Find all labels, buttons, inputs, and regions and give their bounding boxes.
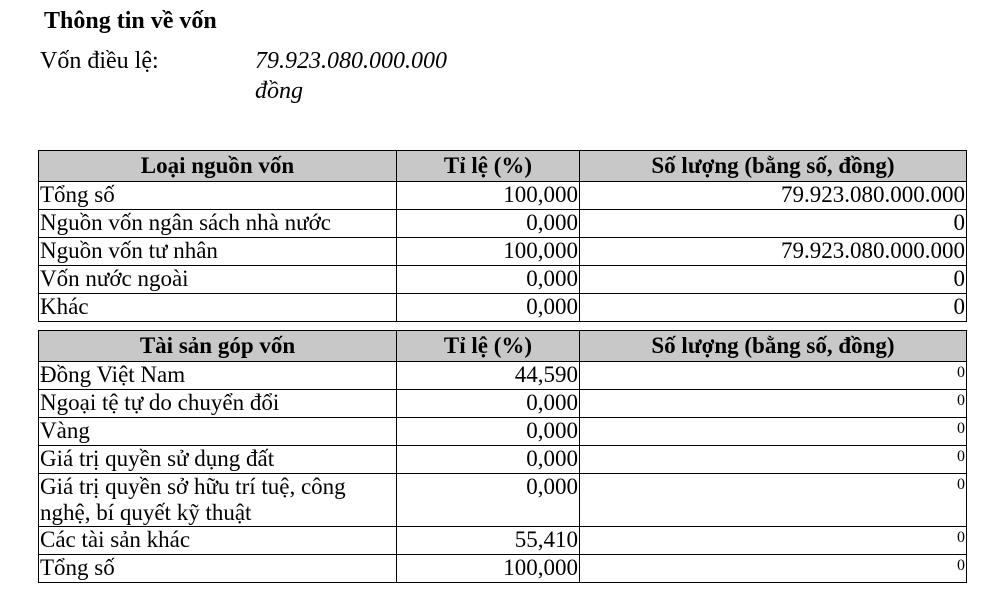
asset-name: Tổng số <box>39 555 397 583</box>
asset-ratio: 0,000 <box>397 418 580 446</box>
capital-sources-table <box>38 150 967 322</box>
table-row <box>39 294 967 322</box>
table-row <box>39 210 967 238</box>
column-header-source-type: Loại nguồn vốn <box>39 151 397 182</box>
table-header-row <box>39 331 967 362</box>
asset-amount: 0 <box>580 446 967 474</box>
asset-name: Đồng Việt Nam <box>39 362 397 390</box>
asset-amount: 0 <box>580 362 967 390</box>
table-row <box>39 266 967 294</box>
asset-name: Giá trị quyền sở hữu trí tuệ, công nghệ, bí quyết kỹ thuật <box>39 474 397 527</box>
source-amount: 0 <box>580 294 967 322</box>
column-header-amount: Số lượng (bằng số, đồng) <box>580 151 967 182</box>
asset-amount: 0 <box>580 390 967 418</box>
column-header-amount: Số lượng (bằng số, đồng) <box>580 331 967 362</box>
table-row <box>39 527 967 555</box>
asset-name: Các tài sản khác <box>39 527 397 555</box>
asset-ratio: 44,590 <box>397 362 580 390</box>
charter-capital-label: Vốn điều lệ: <box>40 48 159 74</box>
source-ratio: 0,000 <box>397 210 580 238</box>
column-header-ratio: Tỉ lệ (%) <box>397 331 580 362</box>
table-row <box>39 446 967 474</box>
source-name: Tổng số <box>39 182 397 210</box>
section-title: Thông tin về vốn <box>44 8 217 34</box>
source-ratio: 0,000 <box>397 266 580 294</box>
source-ratio: 100,000 <box>397 238 580 266</box>
asset-name: Giá trị quyền sử dụng đất <box>39 446 397 474</box>
asset-ratio: 0,000 <box>397 446 580 474</box>
table-row <box>39 418 967 446</box>
column-header-asset-type: Tài sản góp vốn <box>39 331 397 362</box>
table-row <box>39 182 967 210</box>
column-header-ratio: Tỉ lệ (%) <box>397 151 580 182</box>
asset-amount: 0 <box>580 418 967 446</box>
table-row <box>39 555 967 583</box>
asset-name: Vàng <box>39 418 397 446</box>
table-header-row <box>39 151 967 182</box>
source-amount: 79.923.080.000.000 <box>580 182 967 210</box>
charter-capital-value: 79.923.080.000.000 đồng <box>255 48 447 104</box>
source-name: Vốn nước ngoài <box>39 266 397 294</box>
table-row <box>39 238 967 266</box>
asset-ratio: 0,000 <box>397 474 580 527</box>
asset-ratio: 55,410 <box>397 527 580 555</box>
table-row <box>39 362 967 390</box>
table-row <box>39 390 967 418</box>
table-row <box>39 474 967 527</box>
source-name: Nguồn vốn tư nhân <box>39 238 397 266</box>
asset-amount: 0 <box>580 474 967 527</box>
asset-ratio: 0,000 <box>397 390 580 418</box>
asset-amount: 0 <box>580 555 967 583</box>
source-amount: 0 <box>580 266 967 294</box>
source-ratio: 100,000 <box>397 182 580 210</box>
contributed-assets-table <box>38 330 967 583</box>
asset-amount: 0 <box>580 527 967 555</box>
source-amount: 0 <box>580 210 967 238</box>
asset-ratio: 100,000 <box>397 555 580 583</box>
source-name: Nguồn vốn ngân sách nhà nước <box>39 210 397 238</box>
source-ratio: 0,000 <box>397 294 580 322</box>
asset-name: Ngoại tệ tự do chuyển đổi <box>39 390 397 418</box>
source-amount: 79.923.080.000.000 <box>580 238 967 266</box>
source-name: Khác <box>39 294 397 322</box>
